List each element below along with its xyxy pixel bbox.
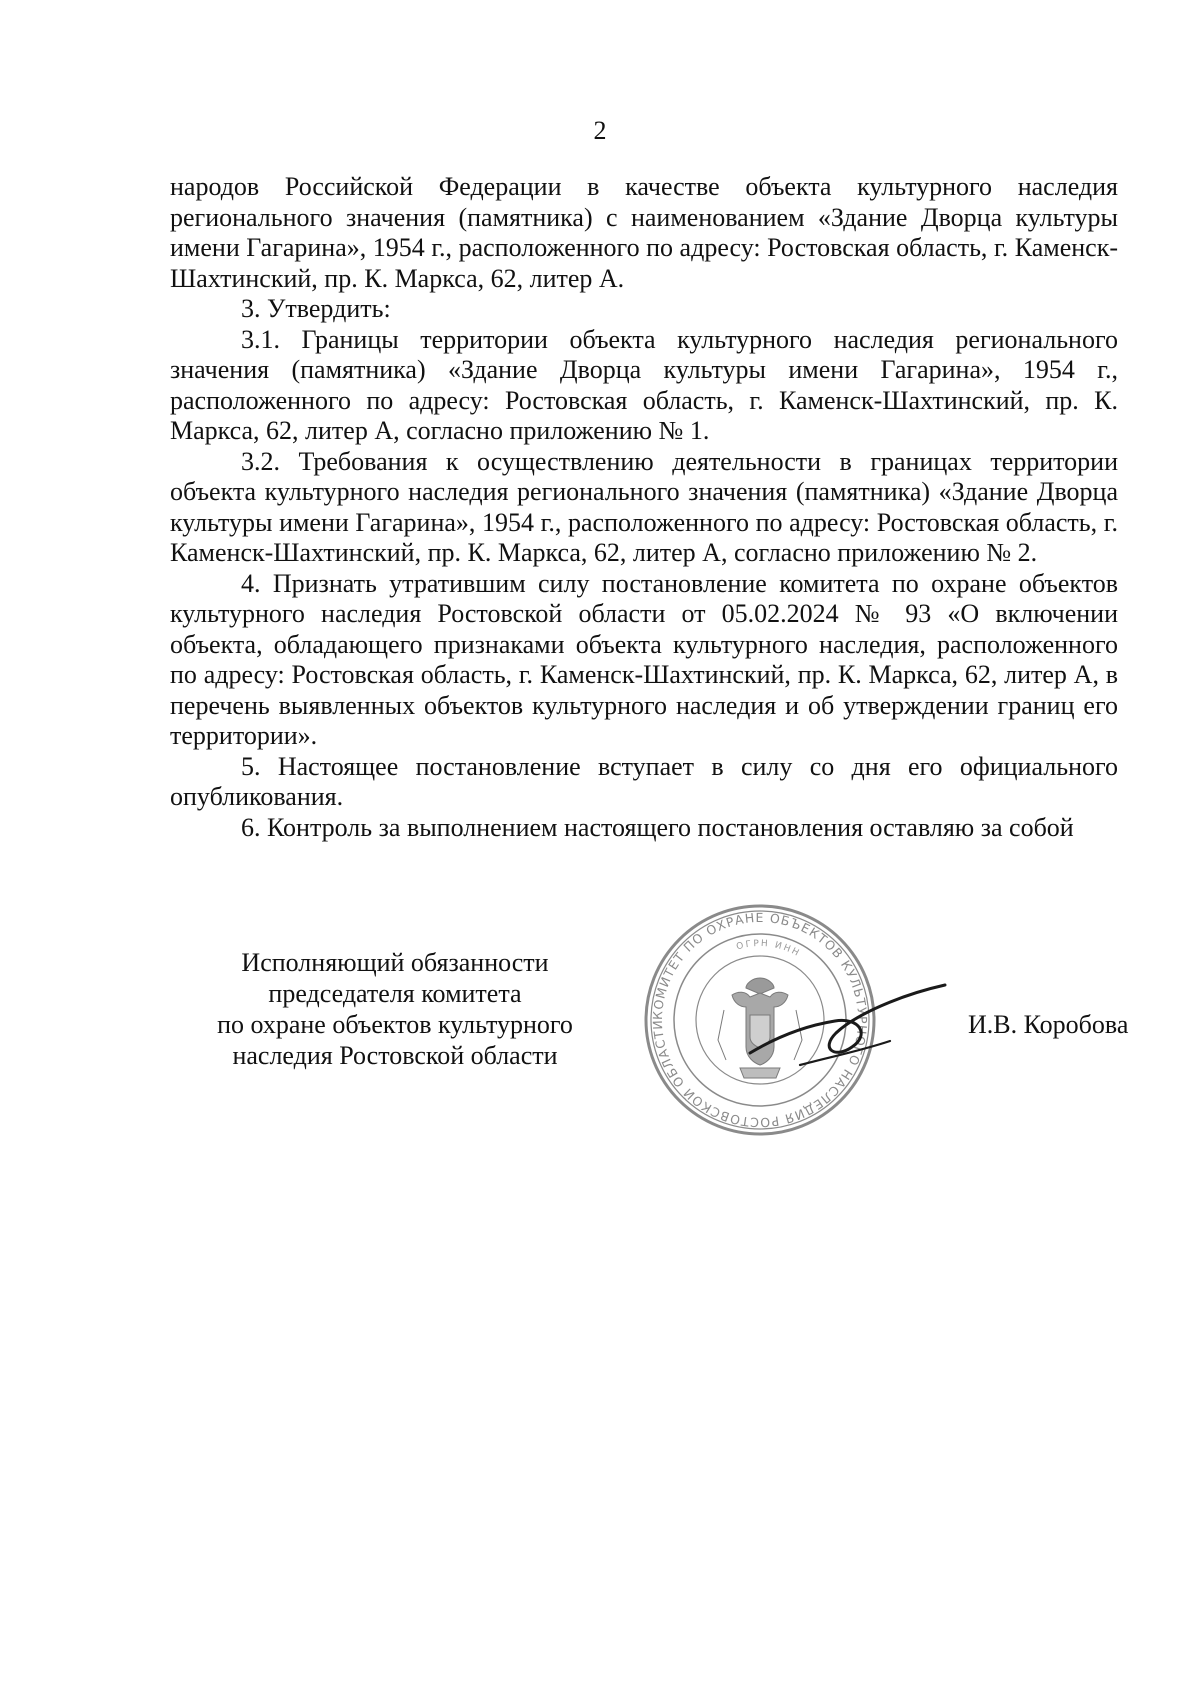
- paragraph-continuation: народов Российской Федерации в качестве объекта культурного наследия регионального значения (памятника) с наименованием «Здание Дворца культуры имени Гагарина», 1954 г., расположенного по адресу: Ростовская область, г. Каменск-Шахтинский, пр. К. Маркса, 62, литер А.: [170, 172, 1118, 293]
- signatory-title: [180, 947, 610, 1071]
- page-number: 2: [593, 116, 607, 145]
- signatory-name: И.В. Коробова: [968, 1010, 1129, 1039]
- signatory-title-line: Исполняющий обязанности: [241, 948, 549, 977]
- paragraph-item-4: 4. Признать утратившим силу постановление комитета по охране объектов культурного наследия Ростовской области от 05.02.2024 № 93 «О включении объекта, обладающего признаками объекта культурного наследия, расположенного по адресу: Ростовская область, г. Каменск-Шахтинский, пр. К. Маркса, 62, литер А, в перечень выявленных объектов культурного наследия и об утверждении границ его территории».: [170, 568, 1118, 750]
- paragraph-item-3: 3. Утвердить:: [241, 294, 391, 323]
- paragraph-item-5: 5. Настоящее постановление вступает в силу со дня его официального опубликования.: [170, 751, 1118, 811]
- stamp-outer-lettering: КОМИТЕТ ПО ОХРАНЕ ОБЪЕКТОВ КУЛЬТУРНОГО НАСЛЕДИЯ РОСТОВСКОЙ ОБЛАСТИ: [649, 909, 871, 1131]
- signatory-title-line: по охране объектов культурного: [217, 1010, 573, 1039]
- paragraph-item-3-2: 3.2. Требования к осуществлению деятельности в границах территории объекта культурного наследия регионального значения (памятника) «Здание Дворца культуры имени Гагарина», 1954 г., расположенного по адресу: Ростовская область, г. Каменск-Шахтинский, пр. К. Маркса, 62, литер А, согласно приложению № 2.: [170, 446, 1118, 567]
- signatory-title-line: наследия Ростовской области: [232, 1041, 558, 1070]
- paragraph-item-3-1: 3.1. Границы территории объекта культурного наследия регионального значения (памятника) «Здание Дворца культуры имени Гагарина», 1954 г., расположенного по адресу: Ростовская область, г. Каменск-Шахтинский, пр. К. Маркса, 62, литер А, согласно приложению № 1.: [170, 324, 1118, 445]
- document-body: [170, 172, 1118, 843]
- signatory-title-line: председателя комитета: [268, 979, 522, 1008]
- handwritten-signature: [740, 975, 960, 1085]
- paragraph-item-6: 6. Контроль за выполнением настоящего постановления оставляю за собой: [241, 812, 1074, 842]
- stamp-inner-lettering: ОГРН ИНН: [735, 938, 803, 960]
